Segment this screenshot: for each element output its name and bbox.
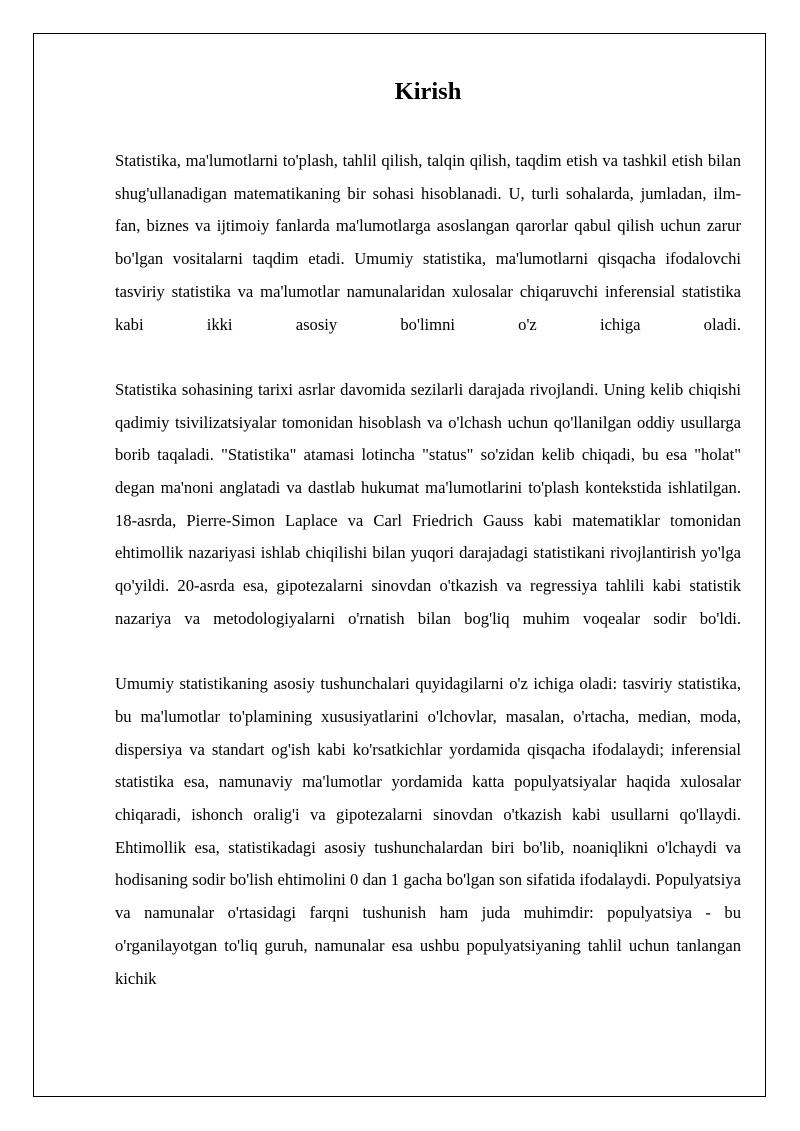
paragraph-intro: Statistika, ma'lumotlarni to'plash, tahlil qilish, talqin qilish, taqdim etish va tashkil etish bilan shug'ullanadigan matematikaning bir sohasi hisoblanadi. U, turli sohalarda, jumladan, ilm-fan, biznes va ijtimoiy fanlarda ma'lumotlarga asoslangan qarorlar qabul qilish uchun zarur bo'lgan vositalarni taqdim etadi. Umumiy statistika, ma'lumotlarni qisqacha ifodalovchi tasviriy statistika va ma'lumotlar namunalaridan xulosalar chiqaruvchi inferensial statistika kabi ikki asosiy bo'limni o'z ichiga oladi.: [115, 151, 741, 334]
body-text: [115, 145, 741, 995]
paragraph-concepts: Umumiy statistikaning asosiy tushunchalari quyidagilarni o'z ichiga oladi: tasviriy statistika, bu ma'lumotlar to'plamining xususiyatlarini o'lchovlar, masalan, o'rtacha, median, moda, dispersiya va standart og'ish kabi ko'rsatkichlar yordamida qisqacha ifodalaydi; inferensial statistika esa, namunaviy ma'lumotlar yordamida katta populyatsiyalar haqida xulosalar chiqaradi, ishonch oralig'i va gipotezalarni sinovdan o'tkazish kabi usullarni qo'llaydi. Ehtimollik esa, statistikadagi asosiy tushunchalardan biri bo'lib, noaniqlikni o'lchaydi va hodisaning sodir bo'lish ehtimolini 0 dan 1 gacha bo'lgan son sifatida ifodalaydi. Populyatsiya va namunalar o'rtasidagi farqni tushunish ham juda muhimdir: populyatsiya - bu o'rganilayotgan to'liq guruh, namunalar esa ushbu populyatsiyaning tahlil uchun tanlangan kichik: [115, 674, 741, 988]
paragraph-history: Statistika sohasining tarixi asrlar davomida sezilarli darajada rivojlandi. Uning kelib chiqishi qadimiy tsivilizatsiyalar tomonidan hisoblash va o'lchash uchun qo'llanilgan oddiy usullarga borib taqaladi. "Statistika" atamasi lotincha "status" so'zidan kelib chiqadi, bu esa "holat" degan ma'noni anglatadi va dastlab hukumat ma'lumotlarini to'plash kontekstida ishlatilgan. 18-asrda, Pierre-Simon Laplace va Carl Friedrich Gauss kabi matematiklar tomonidan ehtimollik nazariyasi ishlab chiqilishi bilan yuqori darajadagi statistikani rivojlantirish yo'lga qo'yildi. 20-asrda esa, gipotezalarni sinovdan o'tkazish va regressiya tahlili kabi statistik nazariya va metodologiyalarni o'rnatish bilan bog'liq muhim voqealar sodir bo'ldi.: [115, 379, 741, 628]
page-title: Kirish: [394, 78, 462, 105]
